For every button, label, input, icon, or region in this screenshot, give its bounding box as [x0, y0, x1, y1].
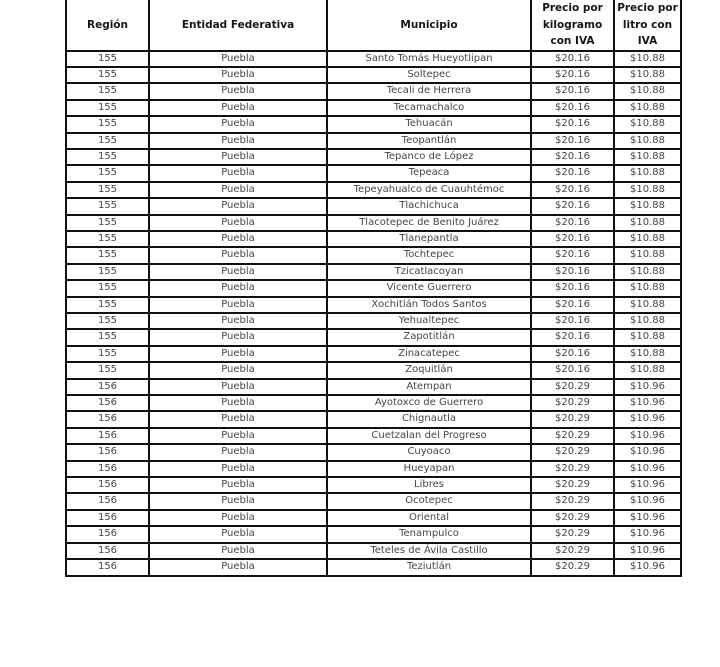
cell-precio-litro: $10.96 — [614, 395, 681, 411]
cell-entidad-federativa: Puebla — [149, 395, 327, 411]
cell-region: 155 — [66, 247, 149, 263]
cell-precio-litro: $10.96 — [614, 379, 681, 395]
cell-precio-litro: $10.96 — [614, 526, 681, 542]
header-precio-litro-line1: Precio por — [617, 2, 678, 14]
cell-precio-litro: $10.96 — [614, 461, 681, 477]
cell-region: 155 — [66, 264, 149, 280]
cell-precio-kilogramo: $20.29 — [531, 411, 614, 427]
cell-municipio: Tenampulco — [327, 526, 531, 542]
table-row — [66, 395, 681, 411]
cell-precio-kilogramo: $20.29 — [531, 428, 614, 444]
cell-entidad-federativa: Puebla — [149, 297, 327, 313]
cell-precio-kilogramo: $20.16 — [531, 83, 614, 99]
cell-municipio: Tehuacán — [327, 116, 531, 132]
cell-entidad-federativa: Puebla — [149, 215, 327, 231]
cell-precio-litro: $10.88 — [614, 329, 681, 345]
cell-municipio: Cuetzalan del Progreso — [327, 428, 531, 444]
cell-entidad-federativa: Puebla — [149, 182, 327, 198]
cell-entidad-federativa: Puebla — [149, 559, 327, 575]
cell-region: 155 — [66, 280, 149, 296]
cell-precio-kilogramo: $20.16 — [531, 133, 614, 149]
cell-entidad-federativa: Puebla — [149, 133, 327, 149]
cell-entidad-federativa: Puebla — [149, 264, 327, 280]
cell-precio-litro: $10.88 — [614, 215, 681, 231]
cell-municipio: Tlanepantla — [327, 231, 531, 247]
cell-entidad-federativa: Puebla — [149, 231, 327, 247]
cell-precio-kilogramo: $20.16 — [531, 149, 614, 165]
cell-entidad-federativa: Puebla — [149, 67, 327, 83]
cell-municipio: Ocotepec — [327, 493, 531, 509]
cell-precio-kilogramo: $20.16 — [531, 198, 614, 214]
table-body — [66, 51, 681, 576]
cell-region: 156 — [66, 411, 149, 427]
cell-entidad-federativa: Puebla — [149, 510, 327, 526]
cell-precio-kilogramo: $20.29 — [531, 395, 614, 411]
cell-precio-litro: $10.88 — [614, 198, 681, 214]
cell-municipio: Yehualtepec — [327, 313, 531, 329]
cell-precio-litro: $10.88 — [614, 165, 681, 181]
cell-precio-litro: $10.96 — [614, 510, 681, 526]
cell-precio-litro: $10.96 — [614, 477, 681, 493]
cell-precio-litro: $10.96 — [614, 444, 681, 460]
cell-region: 155 — [66, 362, 149, 378]
cell-precio-litro: $10.96 — [614, 428, 681, 444]
cell-region: 156 — [66, 395, 149, 411]
cell-entidad-federativa: Puebla — [149, 51, 327, 67]
cell-precio-litro: $10.88 — [614, 100, 681, 116]
cell-precio-kilogramo: $20.16 — [531, 280, 614, 296]
cell-municipio: Zoquitlán — [327, 362, 531, 378]
cell-entidad-federativa: Puebla — [149, 543, 327, 559]
table-row — [66, 51, 681, 67]
cell-precio-litro: $10.88 — [614, 264, 681, 280]
cell-precio-kilogramo: $20.16 — [531, 329, 614, 345]
cell-precio-litro: $10.88 — [614, 362, 681, 378]
cell-entidad-federativa: Puebla — [149, 165, 327, 181]
cell-region: 156 — [66, 477, 149, 493]
cell-precio-litro: $10.88 — [614, 280, 681, 296]
table-row — [66, 543, 681, 559]
cell-precio-litro: $10.88 — [614, 83, 681, 99]
cell-entidad-federativa: Puebla — [149, 149, 327, 165]
cell-municipio: Tochtepec — [327, 247, 531, 263]
cell-region: 155 — [66, 346, 149, 362]
cell-region: 155 — [66, 215, 149, 231]
cell-municipio: Tecali de Herrera — [327, 83, 531, 99]
cell-entidad-federativa: Puebla — [149, 280, 327, 296]
cell-entidad-federativa: Puebla — [149, 411, 327, 427]
cell-precio-litro: $10.88 — [614, 67, 681, 83]
cell-region: 156 — [66, 493, 149, 509]
table-row — [66, 411, 681, 427]
cell-municipio: Teteles de Ávila Castillo — [327, 543, 531, 559]
cell-municipio: Zapotitlán — [327, 329, 531, 345]
cell-region: 155 — [66, 83, 149, 99]
header-precio-kilogramo-line3: con IVA — [550, 35, 595, 47]
cell-municipio: Tlachichuca — [327, 198, 531, 214]
cell-municipio: Tlacotepec de Benito Juárez — [327, 215, 531, 231]
cell-entidad-federativa: Puebla — [149, 247, 327, 263]
cell-region: 155 — [66, 297, 149, 313]
cell-entidad-federativa: Puebla — [149, 461, 327, 477]
cell-entidad-federativa: Puebla — [149, 83, 327, 99]
table-row — [66, 67, 681, 83]
cell-municipio: Hueyapan — [327, 461, 531, 477]
cell-precio-kilogramo: $20.16 — [531, 362, 614, 378]
cell-municipio: Chignautla — [327, 411, 531, 427]
cell-precio-kilogramo: $20.16 — [531, 182, 614, 198]
table-row — [66, 215, 681, 231]
cell-municipio: Ayotoxco de Guerrero — [327, 395, 531, 411]
cell-precio-litro: $10.96 — [614, 559, 681, 575]
cell-region: 155 — [66, 100, 149, 116]
cell-precio-kilogramo: $20.16 — [531, 165, 614, 181]
table-row — [66, 198, 681, 214]
cell-entidad-federativa: Puebla — [149, 379, 327, 395]
table-row — [66, 231, 681, 247]
cell-municipio: Atempan — [327, 379, 531, 395]
cell-precio-litro: $10.88 — [614, 346, 681, 362]
header-entidad-federativa: Entidad Federativa — [149, 0, 327, 51]
cell-entidad-federativa: Puebla — [149, 198, 327, 214]
cell-region: 155 — [66, 67, 149, 83]
cell-municipio: Tepeyahualco de Cuauhtémoc — [327, 182, 531, 198]
table-row — [66, 313, 681, 329]
cell-precio-litro: $10.88 — [614, 297, 681, 313]
cell-region: 155 — [66, 231, 149, 247]
cell-entidad-federativa: Puebla — [149, 329, 327, 345]
cell-entidad-federativa: Puebla — [149, 444, 327, 460]
table-row — [66, 510, 681, 526]
cell-precio-litro: $10.88 — [614, 51, 681, 67]
cell-precio-litro: $10.88 — [614, 247, 681, 263]
cell-entidad-federativa: Puebla — [149, 313, 327, 329]
header-precio-kilogramo-line1: Precio por — [542, 2, 603, 14]
cell-precio-litro: $10.88 — [614, 116, 681, 132]
cell-precio-litro: $10.88 — [614, 313, 681, 329]
table-row — [66, 444, 681, 460]
cell-entidad-federativa: Puebla — [149, 362, 327, 378]
table-row — [66, 116, 681, 132]
table-row — [66, 346, 681, 362]
cell-region: 156 — [66, 379, 149, 395]
cell-municipio: Tepeaca — [327, 165, 531, 181]
cell-region: 156 — [66, 543, 149, 559]
cell-municipio: Xochitlán Todos Santos — [327, 297, 531, 313]
cell-region: 156 — [66, 510, 149, 526]
cell-precio-kilogramo: $20.29 — [531, 510, 614, 526]
cell-precio-litro: $10.88 — [614, 133, 681, 149]
cell-precio-kilogramo: $20.29 — [531, 477, 614, 493]
cell-precio-kilogramo: $20.29 — [531, 379, 614, 395]
header-precio-litro-line3: IVA — [637, 35, 658, 47]
cell-entidad-federativa: Puebla — [149, 428, 327, 444]
table-row — [66, 379, 681, 395]
table-row — [66, 100, 681, 116]
cell-region: 155 — [66, 116, 149, 132]
cell-region: 155 — [66, 182, 149, 198]
cell-precio-litro: $10.96 — [614, 543, 681, 559]
header-precio-kilogramo-line2: kilogramo — [542, 18, 603, 31]
cell-region: 156 — [66, 444, 149, 460]
cell-municipio: Vicente Guerrero — [327, 280, 531, 296]
header-region: Región — [66, 0, 149, 51]
cell-precio-kilogramo: $20.29 — [531, 559, 614, 575]
cell-municipio: Cuyoaco — [327, 444, 531, 460]
table-row — [66, 477, 681, 493]
cell-region: 156 — [66, 526, 149, 542]
table-row — [66, 428, 681, 444]
cell-precio-litro: $10.96 — [614, 493, 681, 509]
header-precio-kilogramo — [531, 0, 614, 51]
cell-municipio: Tecamachalco — [327, 100, 531, 116]
cell-region: 155 — [66, 51, 149, 67]
table-row — [66, 247, 681, 263]
table-row — [66, 133, 681, 149]
cell-precio-kilogramo: $20.16 — [531, 51, 614, 67]
cell-entidad-federativa: Puebla — [149, 477, 327, 493]
cell-region: 155 — [66, 165, 149, 181]
table-row — [66, 149, 681, 165]
table-row — [66, 362, 681, 378]
cell-municipio: Oriental — [327, 510, 531, 526]
price-table — [65, 0, 682, 577]
cell-region: 156 — [66, 461, 149, 477]
cell-region: 155 — [66, 313, 149, 329]
table-row — [66, 280, 681, 296]
cell-precio-kilogramo: $20.16 — [531, 346, 614, 362]
cell-precio-kilogramo: $20.16 — [531, 297, 614, 313]
cell-entidad-federativa: Puebla — [149, 346, 327, 362]
cell-precio-kilogramo: $20.16 — [531, 231, 614, 247]
cell-region: 156 — [66, 428, 149, 444]
cell-precio-kilogramo: $20.16 — [531, 313, 614, 329]
cell-precio-kilogramo: $20.29 — [531, 461, 614, 477]
header-municipio: Municipio — [327, 0, 531, 51]
cell-precio-kilogramo: $20.29 — [531, 543, 614, 559]
cell-entidad-federativa: Puebla — [149, 100, 327, 116]
table-row — [66, 559, 681, 575]
cell-precio-kilogramo: $20.16 — [531, 67, 614, 83]
cell-municipio: Zinacatepec — [327, 346, 531, 362]
cell-precio-kilogramo: $20.29 — [531, 493, 614, 509]
table-row — [66, 264, 681, 280]
cell-precio-kilogramo: $20.16 — [531, 100, 614, 116]
cell-region: 155 — [66, 133, 149, 149]
cell-entidad-federativa: Puebla — [149, 116, 327, 132]
table-row — [66, 493, 681, 509]
header-precio-litro-line2: litro con — [622, 18, 673, 31]
table-header-row — [66, 0, 681, 51]
cell-precio-litro: $10.88 — [614, 231, 681, 247]
cell-municipio: Santo Tomás Hueyotlipan — [327, 51, 531, 67]
cell-precio-kilogramo: $20.16 — [531, 215, 614, 231]
cell-municipio: Tzicatlacoyan — [327, 264, 531, 280]
cell-precio-kilogramo: $20.16 — [531, 264, 614, 280]
cell-municipio: Libres — [327, 477, 531, 493]
table-row — [66, 297, 681, 313]
cell-region: 155 — [66, 329, 149, 345]
cell-entidad-federativa: Puebla — [149, 493, 327, 509]
cell-municipio: Teopantlán — [327, 133, 531, 149]
cell-region: 156 — [66, 559, 149, 575]
cell-region: 155 — [66, 198, 149, 214]
table-row — [66, 182, 681, 198]
table-row — [66, 329, 681, 345]
cell-region: 155 — [66, 149, 149, 165]
cell-precio-litro: $10.96 — [614, 411, 681, 427]
header-precio-litro — [614, 0, 681, 51]
cell-precio-kilogramo: $20.29 — [531, 444, 614, 460]
table-row — [66, 83, 681, 99]
table-row — [66, 526, 681, 542]
cell-municipio: Tepanco de López — [327, 149, 531, 165]
cell-precio-kilogramo: $20.16 — [531, 116, 614, 132]
cell-municipio: Soltepec — [327, 67, 531, 83]
cell-precio-litro: $10.88 — [614, 149, 681, 165]
cell-precio-kilogramo: $20.29 — [531, 526, 614, 542]
cell-entidad-federativa: Puebla — [149, 526, 327, 542]
cell-precio-litro: $10.88 — [614, 182, 681, 198]
cell-precio-kilogramo: $20.16 — [531, 247, 614, 263]
table-row — [66, 461, 681, 477]
table-row — [66, 165, 681, 181]
cell-municipio: Teziutlán — [327, 559, 531, 575]
